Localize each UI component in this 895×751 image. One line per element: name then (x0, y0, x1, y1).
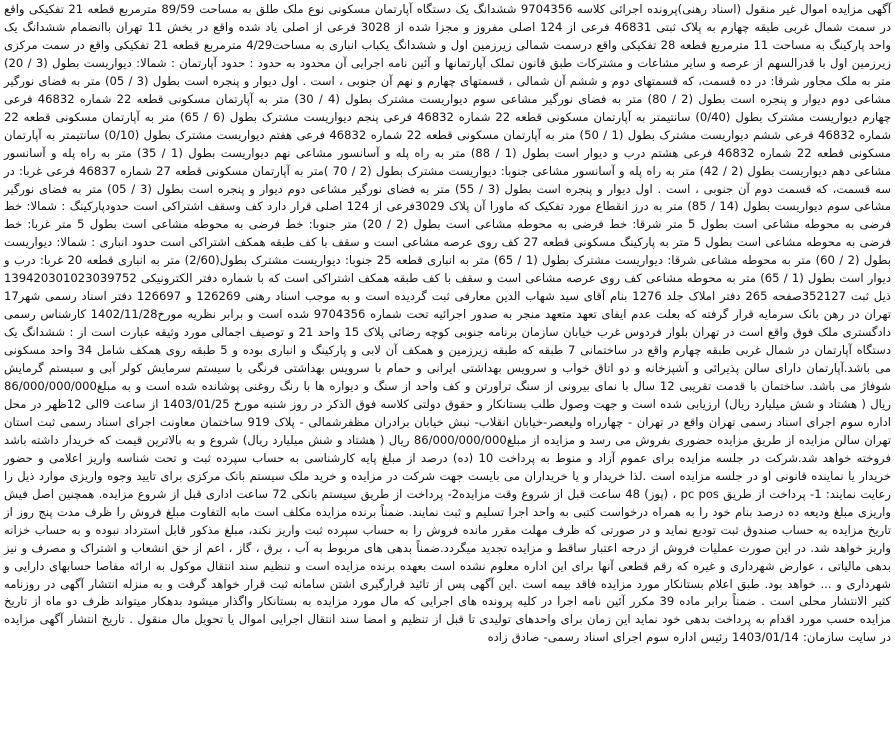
auction-notice-text: آگهی مزایده اموال غیر منقول (اسناد رهنی)پرونده اجرائی کلاسه 9704356 ششدانگ یک دستگاه آپارتمان مسکونی نوع ملک طلق به مساحت 89/59 مترمربع قطعه 21 تفکیکی واقع در سمت شمال غربی طبقه چهارم به پلاک ثبتی 46831 فرعی از 124 اصلی مفروز و مجزا شده از 3028 فرعی از اصلی یاد شده واقع در بخش 11 تهران باانضمام ششدانگ یک واحد پارکینگ به مساحت 11 مترمربع قطعه 28 تفکیکی واقع درسمت شمالی زیرزمین اول و ششدانگ یکباب انباری به مساحت4/29 مترمربع قطعه 21 تفکیکی واقع در سمت مرکزی زیرزمین اول با قدرالسهم از عرصه و سایر مشاعات و مشترکات طبق قانون تملک آپارتمانها و آئین نامه اجرایی آن محدود به حدود : حدود آپارتمان : شمالا: دیواریست بطول (3 / 20) متر به ملک مجاور شرقا: در ده قسمت، که قسمتهای دوم و ششم آن شمالی ، قسمتهای چهارم و نهم آن جنوبی ، است . اول دیوار و پنجره است بطول (3 / 05) متر به فضای نورگیر مشاعی دوم دیوار و پنجره است بطول (2 / 80) متر به فضای نورگیر مشاعی سوم دیواریست مشترک بطول (4 / 30) متر به آپارتمان مسکونی قطعه 22 شماره 46832 فرعی چهارم دیواریست مشترک بطول (0/40) سانتیمتر به آپارتمان مسکونی قطعه 22 شماره 46832 فرعی پنجم دیواریست مشترک بطول (6 / 65) متر به آپارتمان مسکونی قطعه 22 شماره 46832 فرعی ششم دیواریست مشترک بطول (1 / 50) متر به آپارتمان مسکونی قطعه 22 شماره 46832 فرعی هفتم دیواریست مشترک بطول (0/10) سانتیمتر به آپارتمان مسکونی قطعه 22 شماره 46832 فرعی هشتم درب و دیوار است بطول (1 / 88) متر به راه پله و آسانسور مشاعی نهم دیواریست بطول (1 / 35) متر به راه پله و آسانسور مشاعی دهم دیواریست بطول (2 / 42) متر به راه پله و آسانسور مشاعی جنوبا: دیواریست مشترک بطول (2 / 70 )متر به آپارتمان مسکونی قطعه 27 شماره 46837 فرعی غربا: در سه قسمت، که قسمت دوم آن جنوبی ، است . اول دیوار و پنجره است بطول (3 / 55) متر به فضای نورگیر مشاعی دوم دیوار و پنجره است بطول (3 / 05) متر به فضای نورگیر مشاعی سوم دیواریست بطول (14 / 85) متر به درز انقطاع مورد تفکیک که ماورا آن پلاک 3029فرعی از 124 اصلی قرار دارد کف وسقف اشتراکی است حدودپارکینگ : شمالا: خط فرضی به محوطه مشاعی است بطول 5 متر شرقا: خط فرضی به محوطه مشاعی است بطول (2 / 20) متر جنوبا: خط فرضی به محوطه مشاعی است بطول 5 متر غربا: خط فرضی به محوطه مشاعی است بطول 5 متر به پارکینگ مسکونی قطعه 27 کف روی عرصه مشاعی است و سقف با کف طبقه همکف اشتراکی است حدود انباری : شمالا: دیواریست بطول (2 / 60) متر به محوطه مشاعی شرقا: دیواریست مشترک بطول (1 / 65) متر به انباری قطعه 25 جنوبا: دیواریست مشترک بطول(2/60) متر به انباری قطعه 20 غربا: درب و دیوار است بطول (1 / 65) متر به محوطه مشاعی کف روی عرصه مشاعی است و سقف با کف طبقه همکف اشتراکی است که با شماره دفتر الکترونیکی 139420301023039752 ذیل ثبت 352127صفحه 265 دفتر املاک جلد 1276 بنام آقای سید شهاب الدین معارفی ثبت گردیده است و به موجب اسناد رهنی 126269 و 126697 دفتر اسناد رسمی شهر17 تهران در رهن بانک سرمایه قرار گرفته که بعلت عدم ایفای تعهد متعهد منجر به صدور اجرائیه تحت شماره 9704356 شده است و برابر نظریه مورخ1402/11/28 کارشناس رسمی دادگستری ملک فوق واقع است در تهران بلوار فردوس غرب خیابان سازمان برنامه جنوبی کوچه رضائی پلاک 15 واحد 21 و توصیف اجمالی مورد وثیقه عبارت است از : ششدانگ یک دستگاه آپارتمان در شمال غربی طبقه چهارم واقع در ساختمانی 7 طبقه که طبقه زیرزمین و همکف آن لابی و پارکینگ و انباری بوده و 5 طبقه روی همکف شامل 34 واحد مسکونی می باشد.آپارتمان دارای سالن پذیرائی و آشپزخانه و دو اتاق خواب و سرویس بهداشتی ایرانی و حمام با سرویس بهداشتی فرنگی با سیستم سرمایش کولر آبی و سیستم گرمایش شوفاژ می باشد. ساختمان با قدمت تقریبی 12 سال با نمای بیرونی از سنگ تراورتن و کف واحد از سنگ و دیواره ها با رنگ روغنی پوشانده شده است و به مبلغ86/000/000/000 ریال ( هشتاد و شش میلیارد ریال) ارزیابی شده است و جهت وصول طلب بستانکار و حقوق دولتی کلاسه فوق الذکر در روز شنبه مورخ 1403/01/25 از ساعت 9الی 12ظهر در محل اداره سوم اجرای اسناد رسمی تهران واقع در تهران - چهارراه ولیعصر-خیابان انقلاب- نبش خیابان برادران مظفرشمالی - پلاک 919 ساختمان معاونت اجرای اسناد رسمی ثبت استان تهران سالن مزایده از طریق مزایده حضوری بفروش می رسد و مزایده از مبلغ86/000/000/000 ریال ( هشتاد و شش میلیارد ریال) شروع و به بالاترین قیمت که خریدار داشته باشد فروخته خواهد شد.شرکت در جلسه مزایده برای عموم آزاد و منوط به پرداخت 10 (ده) درصد از مبلغ پایه کارشناسی به حساب سپرده ثبت و تحت شناسه واریز اعلامی و حضور خریدار یا نماینده قانونی او در جلسه مزایده است .لذا خریدار و یا خریداران می بایست جهت شرکت در مزایده و خرید ملک سیستم بانک مرکزی برای تایید وجوه واریزی موارد ذیل را رعایت نمایند: 1- پرداخت از طریق pc pos ، (پوز) 48 ساعت قبل از شروع وقت مزایده2- پرداخت از طریق سیستم بانکی 72 ساعت اداری قبل از شروع مزایده. همچنین اصل فیش واریزی مبلغ ودیعه ده درصد بنام خود را به همراه درخواست کتبی به واحد اجرا تسلیم و ثبت نمایند. ضمناً برنده مزایده مکلف است مابه التفاوت مبلغ فروش را ظرف مدت پنج روز از تاریخ مزایده به حساب صندوق ثبت تودیع نماید و در صورتی که ظرف مهلت مقرر مانده فروش را به حساب سپرده ثبت واریز نکند، مبلغ مذکور قابل استرداد نبوده و به حساب خزانه واریز خواهد شد. در این صورت عملیات فروش از درجه اعتبار ساقط و مزایده تجدید میگردد.ضمناً بدهی های مربوط به آب ، برق ، گاز ، اعم از حق انشعاب و اشتراک و مصرف و نیز بدهی مالیاتی ، عوارض شهرداری و غیره که رقم قطعی آنها برای این اداره معلوم نشده است بعهده برنده مزایده است و تنظیم سند انتقال موکول به ارائه مفاصا حسابهای دارایی و شهرداری و ... خواهد بود. طبق اعلام بستانکار مورد مزایده فاقد بیمه است .این آگهی پس از تائید قرارگیری اشتن سامانه ثبت قرار خواهد گرفت و به منزله انتشار آگهی در روزنامه کثیر الانتشار محلی است . ضمناً برابر ماده 39 مکرر آئین نامه اجرا در کلیه پرونده های اجرایی که مال مورد مزایده به بستانکار واگذار میشود بدهکار میتواند ظرف دو ماه از تاریخ مزایده حسب مورد اقدام به پرداخت بدهی خود نماید این زمان برای واحدهای تولیدی تا قبل از تنظیم و امضا سند انتقال اجرایی اموال یا تحویل مال منقول . تاریخ انتشار آگهی مزایده در سایت سازمان: 1403/01/14 رئیس اداره سوم اجرای اسناد رسمی- صادق زاده (4, 2, 892, 645)
